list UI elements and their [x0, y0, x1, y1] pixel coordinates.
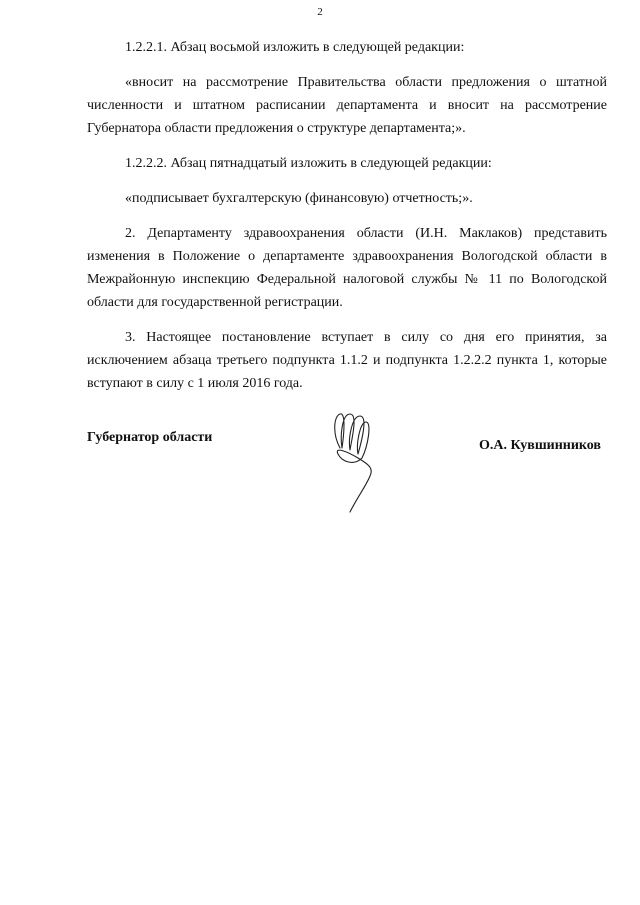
paragraph-2: 2. Департаменту здравоохранения области (И.Н. Маклаков) представить изменения в Положение о департаменте здравоохранения Вологодской области в Межрайонную инспекцию Федеральной налоговой службы № 11 по Вологодской области для государственной регистрации. [87, 226, 607, 310]
paragraph-3: 3. Настоящее постановление вступает в силу со дня его принятия, за исключением абзаца третьего подпункта 1.1.2 и подпункта 1.2.2.2 пункта 1, которые вступают в силу с 1 июля 2016 года. [87, 330, 607, 391]
paragraph-1-2-2-1: 1.2.2.1. Абзац восьмой изложить в следующей редакции: [125, 40, 465, 55]
document-body [87, 36, 607, 407]
paragraph-1-2-2-2: 1.2.2.2. Абзац пятнадцатый изложить в следующей редакции: [125, 156, 492, 171]
signatory-position: Губернатор области [87, 430, 213, 445]
signatory-name: О.А. Кувшинников [478, 438, 601, 453]
handwritten-signature-icon [318, 408, 398, 518]
paragraph-quote-1: «вносит на рассмотрение Правительства области предложения о штатной численности и штатном расписании департамента и вносит на рассмотрение Губернатора области предложения о структуре департамента;». [87, 75, 607, 136]
page-number: 2 [317, 6, 323, 18]
paragraph-quote-2: «подписывает бухгалтерскую (финансовую) отчетность;». [125, 191, 473, 206]
